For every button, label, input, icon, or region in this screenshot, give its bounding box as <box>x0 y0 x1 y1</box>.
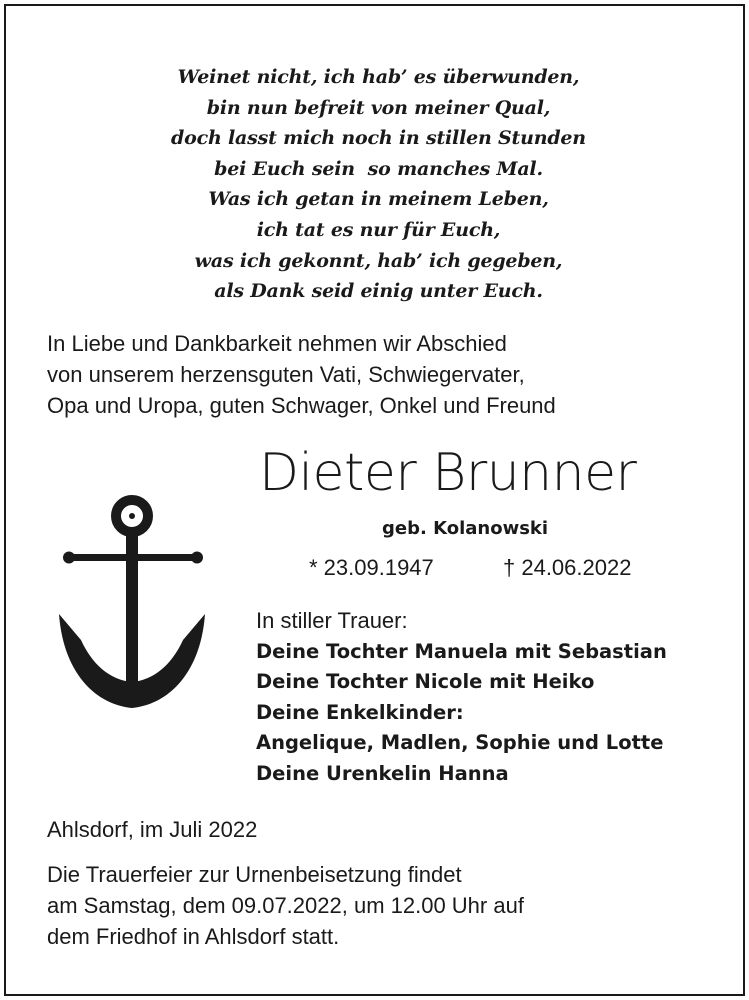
poem-line: ich tat es nur für Euch, <box>256 218 501 241</box>
poem-line: was ich gekonnt, hab’ ich gegeben, <box>194 249 563 272</box>
poem-line: Weinet nicht, ich hab’ es überwunden, <box>177 66 580 88</box>
funeral-line: dem Friedhof in Ahlsdorf statt. <box>47 924 340 949</box>
place-and-date: Ahlsdorf, im Juli 2022 <box>47 817 258 842</box>
anchor-icon <box>55 490 219 724</box>
intro-line: von unserem herzensguten Vati, Schwiegervater, <box>47 362 525 387</box>
mourner-line: Deine Urenkelin Hanna <box>256 761 509 785</box>
intro-line: Opa und Uropa, guten Schwager, Onkel und Freund <box>47 393 556 418</box>
farewell-intro <box>47 328 556 421</box>
poem-line: doch lasst mich noch in stillen Stunden <box>171 127 586 150</box>
mourner-line: Deine Enkelkinder: <box>256 700 464 724</box>
birth-name: geb. Kolanowski <box>382 518 549 539</box>
mourner-line: Deine Tochter Manuela mit Sebastian <box>256 639 667 663</box>
memorial-poem <box>6 62 745 307</box>
mourners-block <box>256 606 667 790</box>
mourners-intro: In stiller Trauer: <box>256 608 408 633</box>
intro-line: In Liebe und Dankbarkeit nehmen wir Abschied <box>47 331 507 356</box>
death-date: † 24.06.2022 <box>503 555 632 580</box>
obituary-notice <box>4 4 745 996</box>
poem-line: als Dank seid einig unter Euch. <box>214 280 543 303</box>
mourner-line: Deine Tochter Nicole mit Heiko <box>256 670 595 694</box>
deceased-name: Dieter Brunner <box>259 443 637 503</box>
mourner-line: Angelique, Madlen, Sophie und Lotte <box>256 731 664 755</box>
funeral-line: Die Trauerfeier zur Urnenbeisetzung findet <box>47 862 462 887</box>
funeral-line: am Samstag, dem 09.07.2022, um 12.00 Uhr auf <box>47 893 524 918</box>
birth-date: * 23.09.1947 <box>309 555 434 580</box>
poem-line: bei Euch sein so manches Mal. <box>214 157 543 180</box>
funeral-info <box>47 859 524 952</box>
poem-line: Was ich getan in meinem Leben, <box>208 188 549 211</box>
poem-line: bin nun befreit von meiner Qual, <box>206 96 551 119</box>
